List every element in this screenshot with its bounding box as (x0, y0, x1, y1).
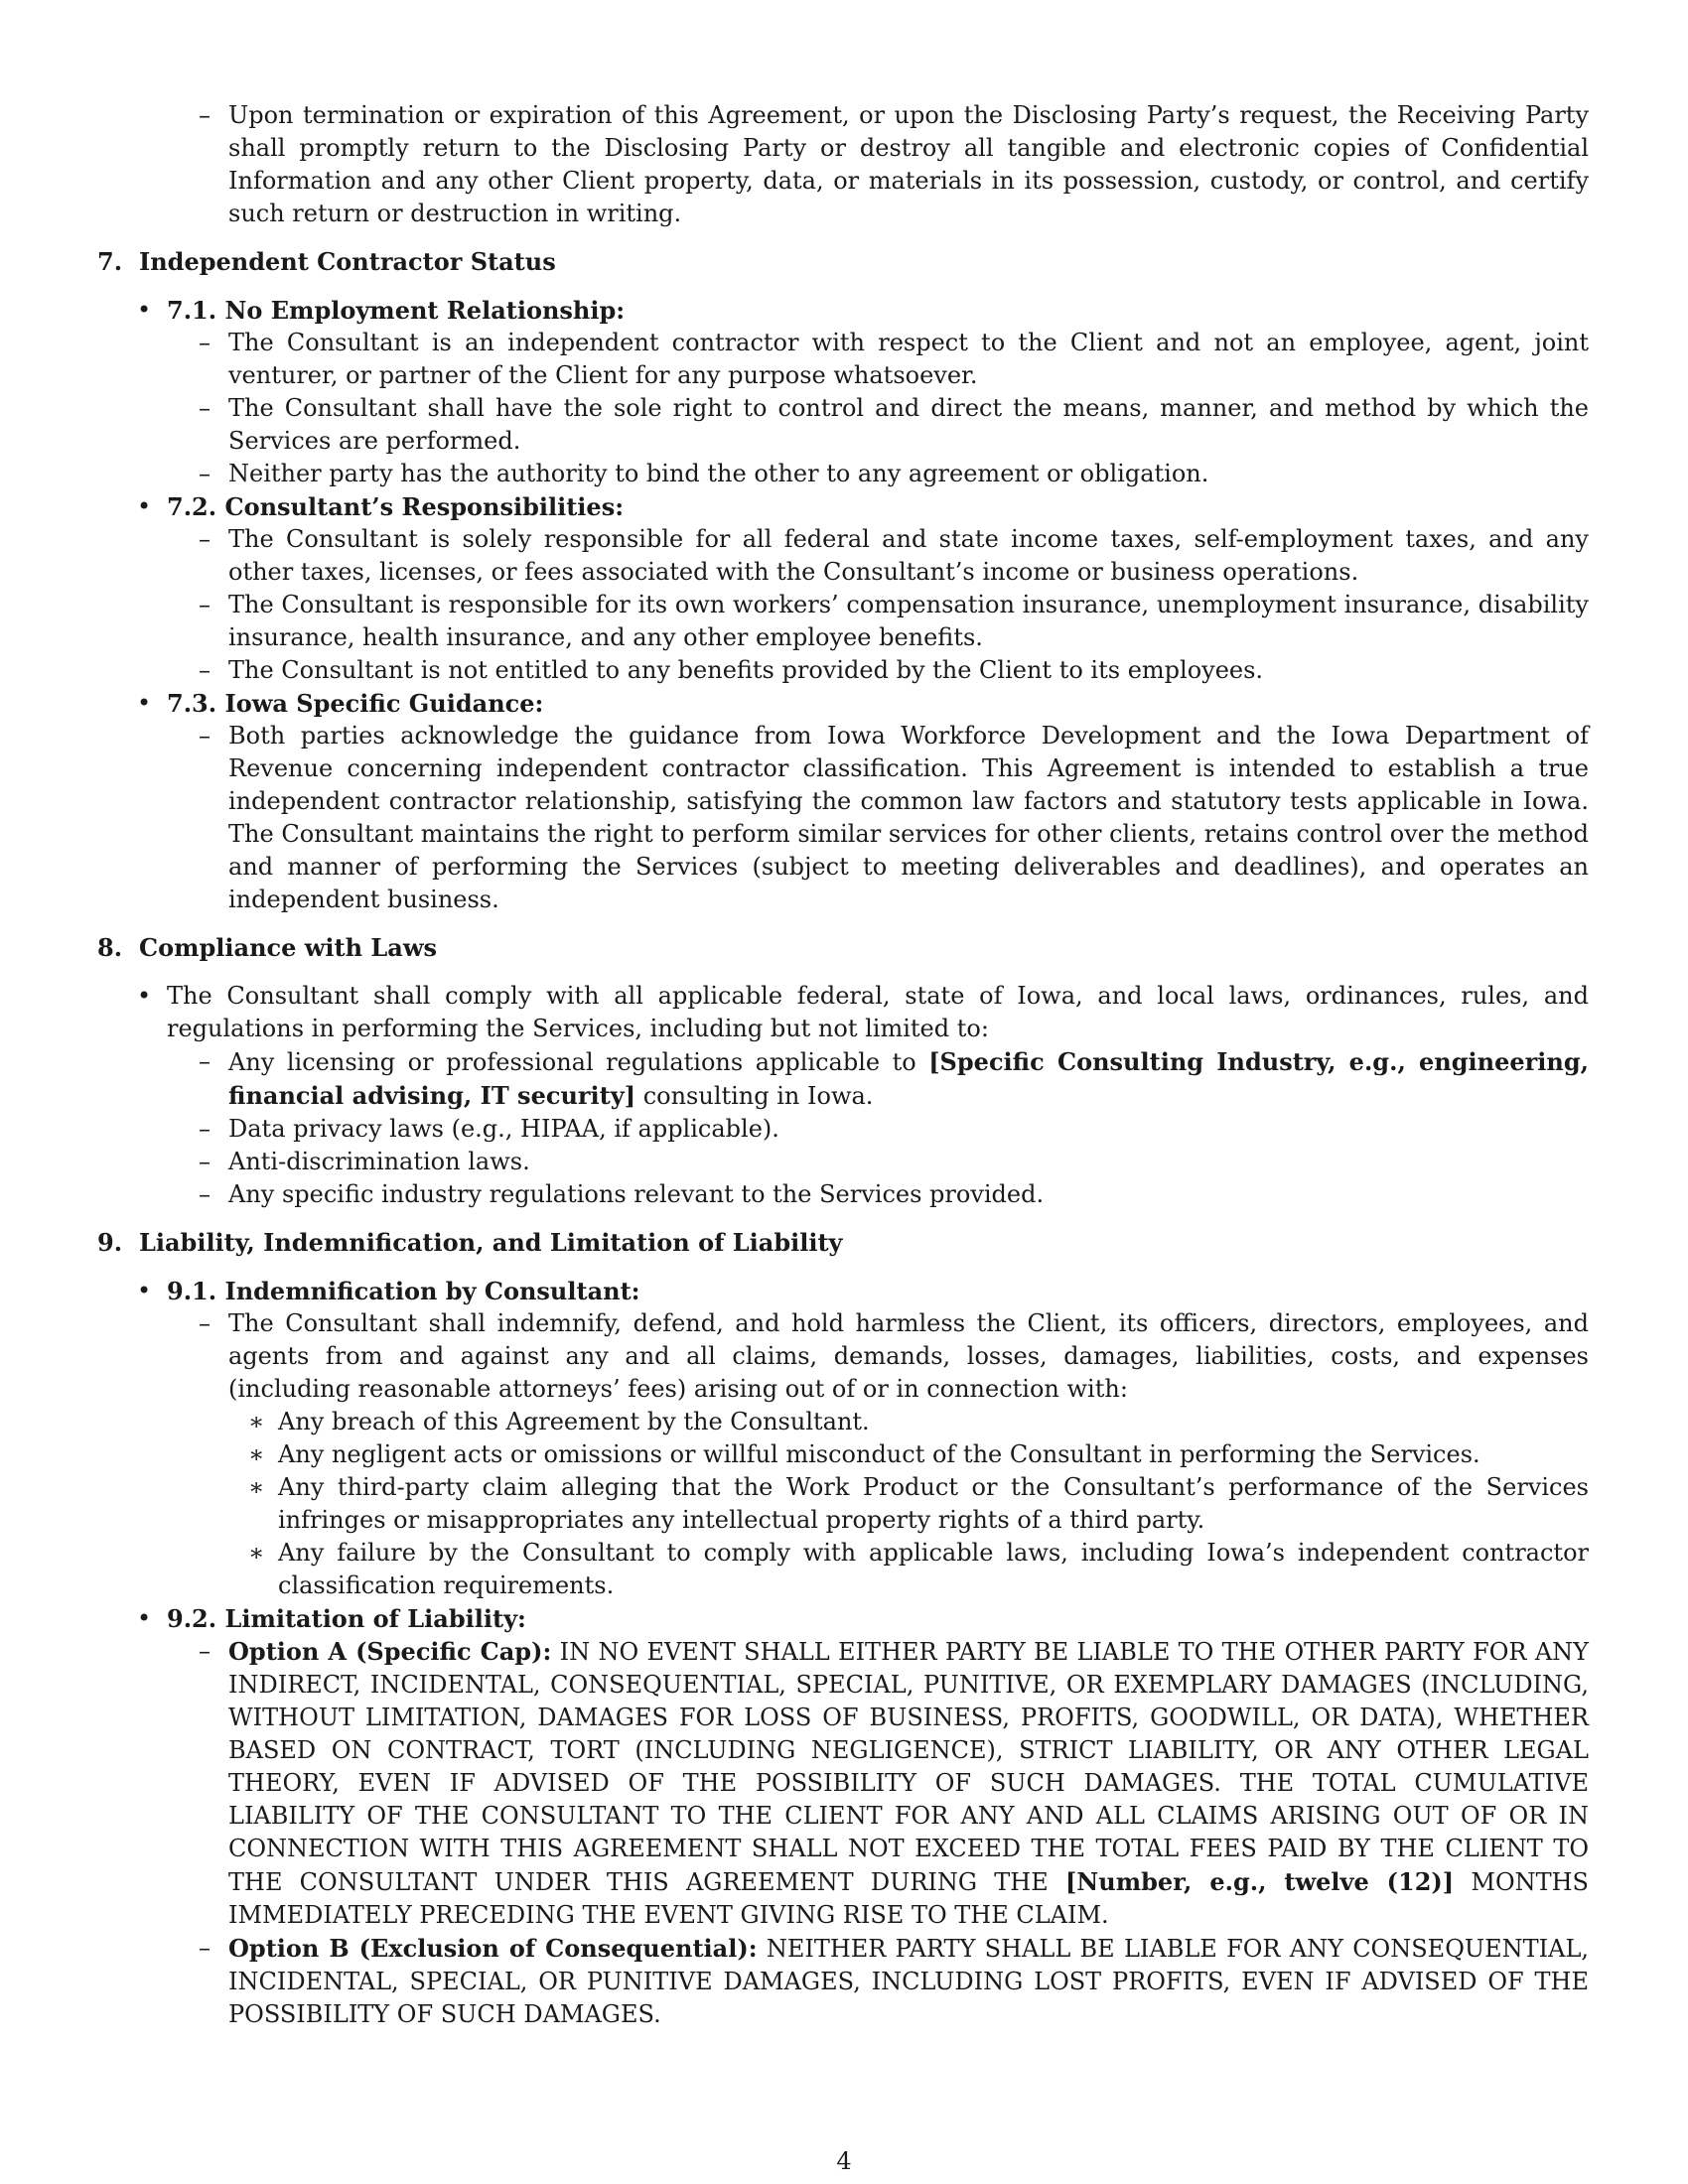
list-item: – Upon termination or expiration of this Agreement, or upon the Disclosing Party’s request, the Receiving Party shall promptly return to the Disclosing Party or destroy all tangible and electronic copies of Confidential Information and any other Client property, data, or materials in its possession, custody, or control, and certify such return or destruction in writing. (228, 99, 1589, 230)
section-9-1 (97, 1275, 1589, 1602)
list-item: – The Consultant is solely responsible for all federal and state income taxes, self-employment taxes, and any other taxes, licenses, or fees associated with the Consultant’s income or business operations. (228, 523, 1589, 589)
list-item: – The Consultant is an independent contractor with respect to the Client and not an employee, agent, joint venturer, or partner of the Client for any purpose whatsoever. (228, 327, 1589, 392)
sub-list-item: ∗ Any negligent acts or omissions or willful misconduct of the Consultant in performing the Services. (278, 1438, 1589, 1471)
sub-list-item: ∗ Any failure by the Consultant to comply with applicable laws, including Iowa’s independent contractor classification requirements. (278, 1537, 1589, 1602)
subsection-heading: • 7.3. Iowa Specific Guidance: (167, 687, 1589, 720)
list-item: – Both parties acknowledge the guidance from Iowa Workforce Development and the Iowa Department of Revenue concerning independent contractor classification. This Agreement is intended to establish a true independent contractor relationship, satisfying the common law factors and statutory tests applicable in Iowa. The Consultant maintains the right to perform similar services for other clients, retains control over the method and manner of performing the Services (subject to meeting deliverables and deadlines), and operates an independent business. (228, 720, 1589, 916)
list-item: – Anti-discrimination laws. (228, 1146, 1589, 1178)
list-item: – The Consultant shall have the sole right to control and direct the means, manner, and method by which the Services are performed. (228, 392, 1589, 458)
sub-list-item: ∗ Any third-party claim alleging that the Work Product or the Consultant’s performance of the Services infringes or misappropriates any intellectual property rights of a third party. (278, 1471, 1589, 1537)
sub-list-item: ∗ Any breach of this Agreement by the Consultant. (278, 1406, 1589, 1438)
placeholder-industry: [Specific Consulting Industry, e.g., engineering, financial advising, IT security] (228, 1047, 1589, 1110)
item-list (167, 720, 1589, 916)
list-item: – The Consultant is not entitled to any benefits provided by the Client to its employees. (228, 654, 1589, 687)
sub-item-list (228, 1406, 1589, 1602)
page-number: 4 (836, 2147, 852, 2175)
subsection-heading: • 7.1. No Employment Relationship: (167, 294, 1589, 327)
section-7-heading: 7. Independent Contractor Status (97, 247, 556, 276)
list-item: – Any licensing or professional regulations applicable to [Specific Consulting Industry, e.g., engineering, financial advising, IT security] consulting in Iowa. (228, 1045, 1589, 1113)
option-a: – Option A (Specific Cap): IN NO EVENT SHALL EITHER PARTY BE LIABLE TO THE OTHER PARTY FOR ANY INDIRECT, INCIDENTAL, CONSEQUENTIAL, SPECIAL, PUNITIVE, OR EXEMPLARY DAMAGES (INCLUDING, WITHOUT LIMITATION, DAMAGES FOR LOSS OF BUSINESS, PROFITS, GOODWILL, OR DATA), WHETHER BASED ON CONTRACT, TORT (INCLUDING NEGLIGENCE), STRICT LIABILITY, OR ANY OTHER LEGAL THEORY, EVEN IF ADVISED OF THE POSSIBILITY OF SUCH DAMAGES. THE TOTAL CUMULATIVE LIABILITY OF THE CONSULTANT TO THE CLIENT FOR ANY AND ALL CLAIMS ARISING OUT OF OR IN CONNECTION WITH THIS AGREEMENT SHALL NOT EXCEED THE TOTAL FEES PAID BY THE CLIENT TO THE CONSULTANT UNDER THIS AGREEMENT DURING THE [Number, e.g., twelve (12)] MONTHS IMMEDIATELY PRECEDING THE EVENT GIVING RISE TO THE CLAIM. (228, 1635, 1589, 1932)
section-8-heading: 8. Compliance with Laws (97, 933, 438, 962)
option-b: – Option B (Exclusion of Consequential): NEITHER PARTY SHALL BE LIABLE FOR ANY CONSEQUENTIAL, INCIDENTAL, SPECIAL, OR PUNITIVE DAMAGES, INCLUDING LOST PROFITS, EVEN IF ADVISED OF THE POSSIBILITY OF SUCH DAMAGES. (228, 1932, 1589, 2031)
intro-list (97, 99, 1589, 230)
item-list (167, 327, 1589, 490)
section-9-2 (97, 1602, 1589, 2031)
item-list (167, 1635, 1589, 2031)
item-list (167, 523, 1589, 687)
section-8-body (97, 980, 1589, 1211)
section-7-2 (97, 490, 1589, 687)
section-7-1 (97, 294, 1589, 490)
list-item: – The Consultant is responsible for its own workers’ compensation insurance, unemployment insurance, disability insurance, health insurance, and any other employee benefits. (228, 589, 1589, 654)
subsection-heading: • 9.1. Indemnification by Consultant: (167, 1275, 1589, 1307)
list-item: – Any specific industry regulations relevant to the Services provided. (228, 1178, 1589, 1211)
subsection-heading: • 7.2. Consultant’s Responsibilities: (167, 490, 1589, 523)
list-item: – Neither party has the authority to bind the other to any agreement or obligation. (228, 458, 1589, 490)
item-list (167, 1045, 1589, 1211)
section-7-3 (97, 687, 1589, 916)
compliance-intro: • The Consultant shall comply with all applicable federal, state of Iowa, and local laws, ordinances, rules, and regulations in performing the Services, including but not limited to: (167, 980, 1589, 1045)
list-item: – The Consultant shall indemnify, defend, and hold harmless the Client, its officers, directors, employees, and agents from and against any and all claims, demands, losses, damages, liabilities, costs, and expenses (including reasonable attorneys’ fees) arising out of or in connection with: ∗ Any breach of this Agreement by the Consultant. ∗ Any negligent acts or omissions or willful misconduct of the Consultant in performing the Services. ∗ Any third-party claim alleging that the Work Product or the Consultant’s performance of the Services infringes or misappropriates any intellectual property rights of a third party. ∗ Any failure by the Consultant to comply with applicable laws, including Iowa’s independent contractor classification requirements. (228, 1307, 1589, 1602)
document-page (97, 99, 1589, 2031)
list-item: – Data privacy laws (e.g., HIPAA, if applicable). (228, 1113, 1589, 1146)
section-9-heading: 9. Liability, Indemnification, and Limitation of Liability (97, 1228, 843, 1257)
item-list (167, 1307, 1589, 1602)
placeholder-months: [Number, e.g., twelve (12)] (1064, 1867, 1455, 1896)
subsection-heading: • 9.2. Limitation of Liability: (167, 1602, 1589, 1635)
